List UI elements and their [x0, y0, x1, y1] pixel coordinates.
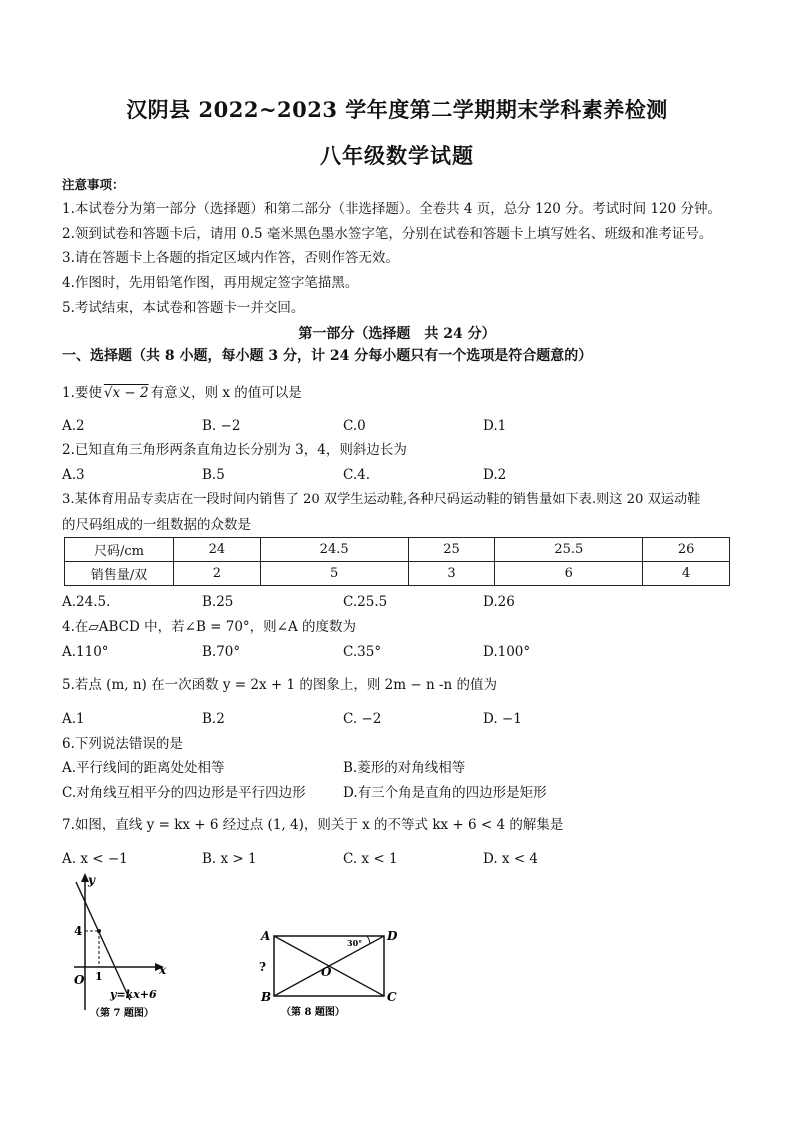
table-cell: 5	[260, 562, 408, 586]
figure-7-caption: （第 7 题图）	[90, 1008, 154, 1019]
exam-title: 汉阴县 2022~2023 学年度第二学期期末学科素养检测	[126, 97, 668, 122]
table-row	[65, 562, 730, 586]
origin-label: O	[74, 973, 85, 987]
angle-label: 30°	[347, 938, 363, 948]
x-tick-label: 1	[95, 970, 103, 983]
question-3-stem-cont: 的尺码组成的一组数据的众数是	[62, 517, 251, 533]
angle-arc	[367, 936, 370, 944]
question-3-stem: 3.某体育用品专卖店在一段时间内销售了 20 双学生运动鞋,各种尺码运动鞋的销售量如下表.则这 20 双运动鞋	[62, 492, 701, 507]
table-cell: 2	[174, 562, 261, 586]
table-cell: 24.5	[260, 538, 408, 562]
y-tick-label: 4	[74, 924, 83, 938]
question-6-stem: 6.下列说法错误的是	[62, 736, 183, 752]
line-label: y=kx+6	[110, 988, 157, 1001]
q7-option-c: C. x < 1	[343, 851, 398, 867]
q4-option-c: C.35°	[343, 644, 382, 660]
q6-option-c: C.对角线互相平分的四边形是平行四边形	[62, 785, 306, 801]
question-2-stem: 2.已知直角三角形两条直角边长分别为 3，4，则斜边长为	[62, 442, 407, 458]
note-item: 3.请在答题卡上各题的指定区域内作答，否则作答无效。	[62, 250, 399, 266]
table-cell: 25	[408, 538, 495, 562]
section-heading: 一、选择题（共 8 小题，每小题 3 分，计 24 分每小题只有一个选项是符合题意的）	[62, 348, 593, 364]
q1-option-c: C.0	[343, 418, 366, 434]
q5-option-c: C. −2	[343, 711, 382, 727]
q4-option-b: B.70°	[202, 644, 241, 660]
q2-option-b: B.5	[202, 467, 225, 483]
part1-heading: 第一部分（选择题 共 24 分）	[298, 326, 496, 342]
exam-subtitle: 八年级数学试题	[320, 143, 474, 168]
point-marker	[97, 929, 101, 933]
q6-option-d: D.有三个角是直角的四边形是矩形	[343, 785, 547, 801]
note-item: 2.领到试卷和答题卡后，请用 0.5 毫米黑色墨水签字笔，分别在试卷和答题卡上填写姓名、班级和准考证号。	[62, 226, 713, 242]
table-cell: 25.5	[495, 538, 643, 562]
table-cell: 6	[495, 562, 643, 586]
q7-option-b: B. x > 1	[202, 851, 257, 867]
q6-option-a: A.平行线间的距离处处相等	[62, 760, 225, 776]
q3-option-a: A.24.5.	[62, 594, 111, 610]
q1-stem-post: 有意义，则 x 的值可以是	[150, 385, 302, 401]
table-cell: 销售量/双	[65, 562, 174, 586]
q1-option-b: B. −2	[202, 418, 241, 434]
center-o-label: O	[321, 965, 332, 979]
table-cell: 4	[643, 562, 730, 586]
shoe-size-table	[64, 537, 730, 586]
q3-option-d: D.26	[483, 594, 515, 610]
question-5-stem: 5.若点 (m, n) 在一次函数 y = 2x + 1 的图象上，则 2m − n -n 的值为	[62, 677, 497, 693]
q7-option-a: A. x < −1	[62, 851, 128, 867]
q6-option-b: B.菱形的对角线相等	[343, 760, 466, 776]
q1-option-a: A.2	[62, 418, 85, 434]
q3-option-b: B.25	[202, 594, 234, 610]
note-item: 1.本试卷分为第一部分（选择题）和第二部分（非选择题）。全卷共 4 页，总分 120 分。考试时间 120 分钟。	[62, 201, 722, 217]
q5-option-b: B.2	[202, 711, 225, 727]
q1-stem-pre: 1.要使	[62, 385, 102, 401]
q5-option-a: A.1	[62, 711, 85, 727]
q2-option-d: D.2	[483, 467, 507, 483]
question-7-stem: 7.如图，直线 y = kx + 6 经过点 (1, 4)，则关于 x 的不等式 kx + 6 < 4 的解集是	[62, 817, 564, 833]
table-row	[65, 538, 730, 562]
q2-option-a: A.3	[62, 467, 85, 483]
q1-option-d: D.1	[483, 418, 507, 434]
notes-heading: 注意事项：	[62, 177, 125, 192]
q1-radical: √x − 2	[103, 385, 149, 401]
q4-option-a: A.110°	[62, 644, 109, 660]
q5-option-d: D. −1	[483, 711, 522, 727]
table-cell: 24	[174, 538, 261, 562]
table-cell: 3	[408, 562, 495, 586]
vertex-b-label: B	[261, 990, 272, 1004]
vertex-a-label: A	[261, 929, 271, 943]
table-cell: 尺码/cm	[65, 538, 174, 562]
figure-8-rectangle	[255, 922, 405, 1020]
question-1-stem	[62, 384, 302, 402]
table-cell: 26	[643, 538, 730, 562]
vertex-d-label: D	[387, 929, 398, 943]
q2-option-c: C.4.	[343, 467, 371, 483]
note-item: 4.作图时，先用铅笔作图，再用规定签字笔描黑。	[62, 275, 359, 291]
q4-option-d: D.100°	[483, 644, 531, 660]
question-4-stem: 4.在▱ABCD 中，若∠B = 70°，则∠A 的度数为	[62, 619, 357, 635]
note-item: 5.考试结束，本试卷和答题卡一并交回。	[62, 300, 305, 316]
figure-8-caption: （第 8 题图）	[281, 1007, 345, 1018]
unknown-length-label: ?	[259, 960, 267, 974]
vertex-c-label: C	[387, 990, 397, 1004]
x-axis-label: x	[159, 963, 167, 977]
q7-option-d: D. x < 4	[483, 851, 539, 867]
q3-option-c: C.25.5	[343, 594, 388, 610]
y-axis-label: y	[88, 873, 95, 887]
figure-7-graph	[60, 870, 190, 1020]
